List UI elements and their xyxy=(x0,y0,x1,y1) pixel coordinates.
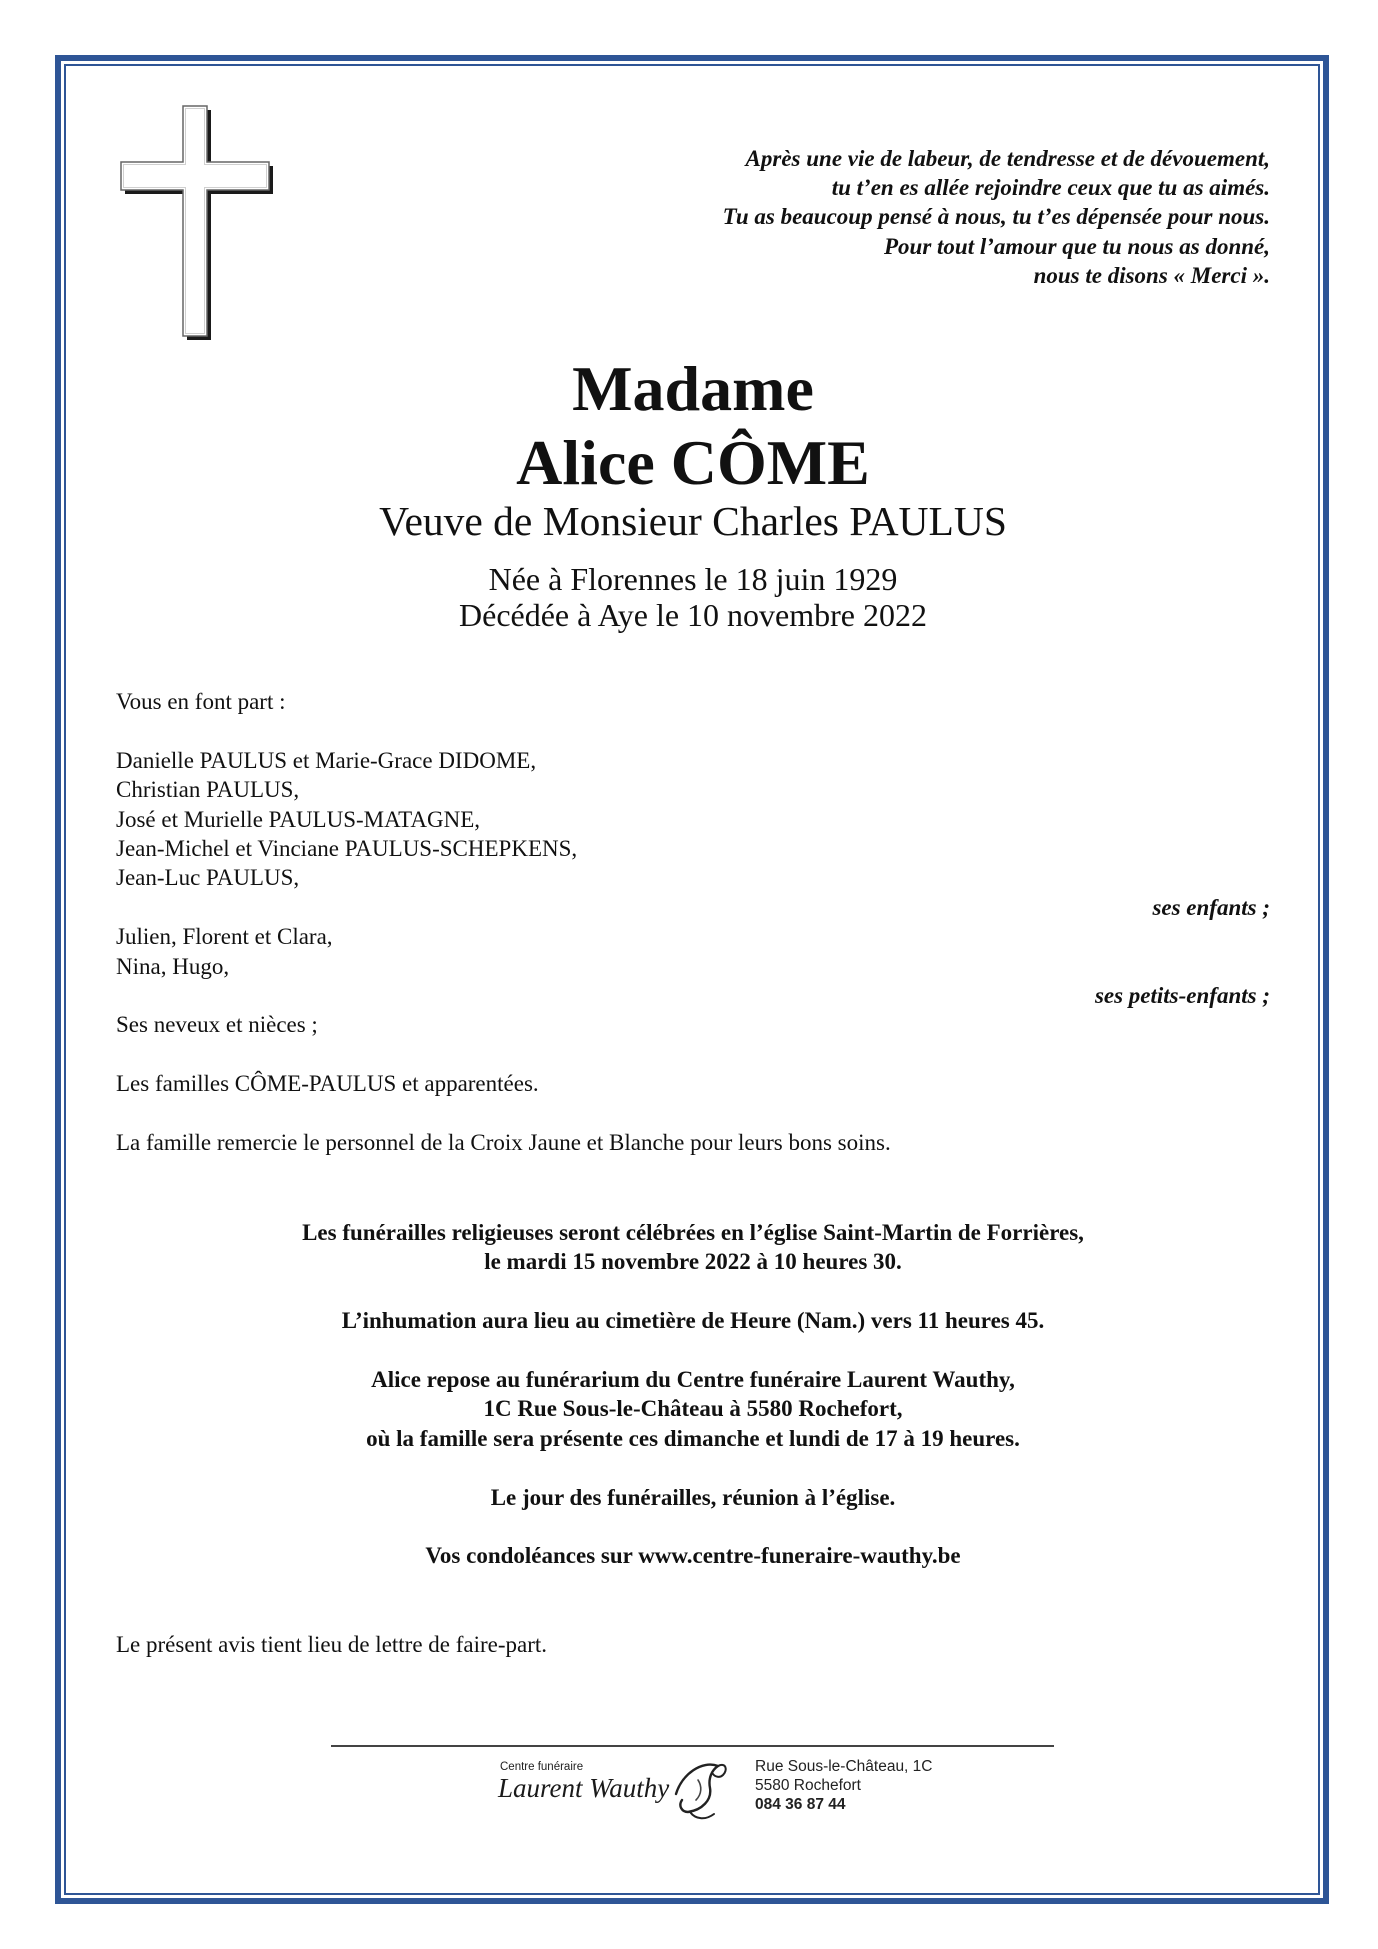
spacer xyxy=(116,1512,1270,1541)
spacer xyxy=(116,1277,1270,1306)
ceremony-line: Les funérailles religieuses seront célébrées en l’église Saint-Martin de Forrières, xyxy=(302,1220,1084,1245)
grandchild-names: Nina, Hugo, xyxy=(116,953,230,979)
child-name: Danielle PAULUS et Marie-Grace DIDOME, xyxy=(116,747,537,773)
footer-address xyxy=(755,1757,933,1814)
quote-line: Pour tout l’amour que tu nous as donné, xyxy=(883,233,1270,259)
repose-line: Alice repose au funérarium du Centre funéraire Laurent Wauthy, xyxy=(371,1367,1015,1392)
footer-brand-name: Laurent Wauthy xyxy=(498,1773,670,1803)
footer-brand-small: Centre funéraire xyxy=(500,1761,584,1773)
deceased-heading xyxy=(116,352,1270,500)
repose-line: 1C Rue Sous-le-Château à 5580 Rochefort, xyxy=(483,1396,903,1422)
spacer xyxy=(116,1453,1270,1482)
meeting-line: Le jour des funérailles, réunion à l’église. xyxy=(490,1484,896,1510)
deceased-name: Alice CÔME xyxy=(516,427,870,498)
funeral-details xyxy=(116,1218,1270,1571)
condolences-line: Vos condoléances sur www.centre-funeraire-wauthy.be xyxy=(425,1543,961,1569)
grandchild-names: Julien, Florent et Clara, xyxy=(116,924,333,950)
quote-line: nous te disons « Merci ». xyxy=(1033,262,1270,288)
child-name: Christian PAULUS, xyxy=(116,777,300,803)
birth-line: Née à Florennes le 18 juin 1929 xyxy=(488,561,898,597)
families-line: Les familles CÔME-PAULUS et apparentées. xyxy=(116,1071,539,1097)
family-announcement xyxy=(116,687,1270,1157)
spacer xyxy=(116,716,1270,745)
thanks-line: La famille remercie le personnel de la Croix Jaune et Blanche pour leurs bons soins. xyxy=(116,1130,891,1156)
address-city: 5580 Rochefort xyxy=(755,1777,861,1794)
quote-line: Après une vie de labeur, de tendresse et de dévouement, xyxy=(745,146,1270,171)
life-dates xyxy=(116,561,1270,633)
quote-line: Tu as beaucoup pensé à nous, tu t’es dépensée pour nous. xyxy=(722,204,1270,230)
deceased-title: Madame xyxy=(572,353,814,424)
child-name: Jean-Luc PAULUS, xyxy=(116,865,300,891)
widow-of: Veuve de Monsieur Charles PAULUS xyxy=(379,498,1007,544)
spacer xyxy=(116,1336,1270,1365)
children-label: ses enfants ; xyxy=(1152,894,1270,920)
closing-note: Le présent avis tient lieu de lettre de faire-part. xyxy=(116,1632,548,1657)
cross-icon xyxy=(115,100,285,350)
child-name: José et Murielle PAULUS-MATAGNE, xyxy=(116,806,481,832)
spacer xyxy=(116,1040,1270,1069)
ceremony-line: le mardi 15 novembre 2022 à 10 heures 30. xyxy=(484,1249,902,1275)
footer-divider xyxy=(331,1745,1054,1747)
calla-lily-icon xyxy=(668,1750,730,1822)
burial-line: L’inhumation aura lieu au cimetière de Heure (Nam.) vers 11 heures 45. xyxy=(341,1308,1045,1334)
death-line: Décédée à Aye le 10 novembre 2022 xyxy=(459,597,927,633)
memorial-quote xyxy=(723,144,1270,290)
announcement-intro: Vous en font part : xyxy=(116,689,286,714)
nephews-line: Ses neveux et nièces ; xyxy=(116,1012,318,1038)
phone-number: 084 36 87 44 xyxy=(755,1796,846,1813)
spacer xyxy=(116,1099,1270,1128)
address-street: Rue Sous-le-Château, 1C xyxy=(755,1758,933,1775)
child-name: Jean-Michel et Vinciane PAULUS-SCHEPKENS, xyxy=(116,836,578,862)
repose-line: où la famille sera présente ces dimanche et lundi de 17 à 19 heures. xyxy=(366,1425,1020,1451)
grandchildren-label: ses petits-enfants ; xyxy=(1094,983,1270,1009)
quote-line: tu t’en es allée rejoindre ceux que tu as aimés. xyxy=(831,175,1270,201)
